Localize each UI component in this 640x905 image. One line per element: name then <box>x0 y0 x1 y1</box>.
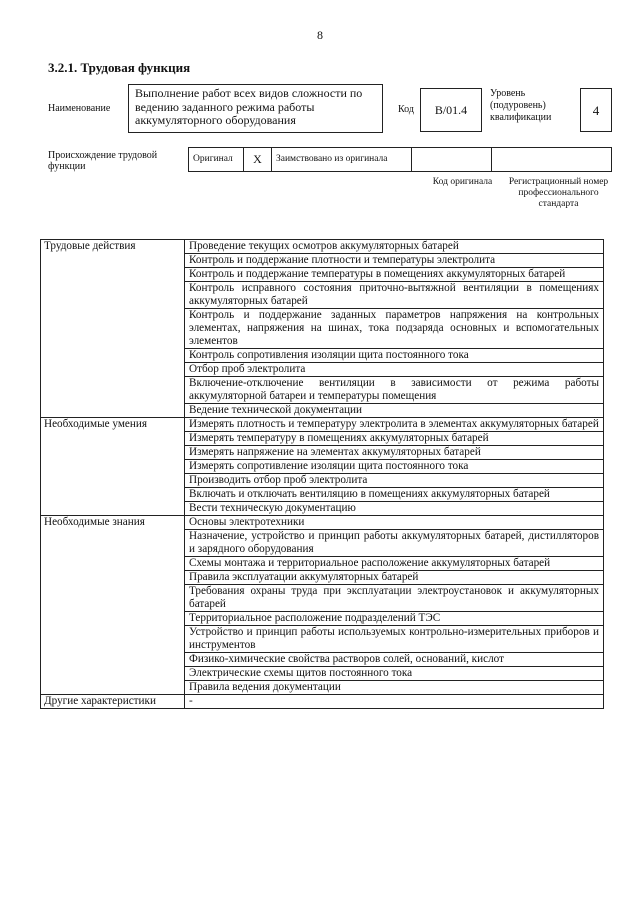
item-cell: Ведение технической документации <box>185 404 604 418</box>
level-label: Уровень (подуровень) квалификации <box>490 88 552 123</box>
level-value-box: 4 <box>580 88 612 132</box>
item-cell: Контроль и поддержание плотности и температуры электролита <box>185 254 604 268</box>
item-cell: Вести техническую документацию <box>185 502 604 516</box>
reg-number-label: Регистрационный номер профессионального стандарта <box>508 177 609 209</box>
category-cell: Другие характеристики <box>41 695 185 709</box>
code-original-cell <box>412 148 492 171</box>
page-number: 8 <box>317 28 323 42</box>
item-cell: Физико-химические свойства растворов солей, оснований, кислот <box>185 653 604 667</box>
item-cell: Правила ведения документации <box>185 681 604 695</box>
item-cell: - <box>185 695 604 709</box>
code-original-label: Код оригинала <box>432 177 493 187</box>
item-cell: Измерять температуру в помещениях аккумуляторных батарей <box>185 432 604 446</box>
item-cell: Электрические схемы щитов постоянного тока <box>185 667 604 681</box>
name-label: Наименование <box>48 103 111 114</box>
item-cell: Схемы монтажа и территориальное расположение аккумуляторных батарей <box>185 557 604 571</box>
item-cell: Отбор проб электролита <box>185 363 604 377</box>
item-cell: Основы электротехники <box>185 516 604 530</box>
origin-row <box>188 147 612 172</box>
code-value-box: B/01.4 <box>420 88 482 132</box>
item-cell: Устройство и принцип работы используемых контрольно-измерительных приборов и инструментов <box>185 626 604 653</box>
reg-number-cell <box>492 148 611 171</box>
category-cell: Трудовые действия <box>41 240 185 418</box>
item-cell: Измерять напряжение на элементах аккумуляторных батарей <box>185 446 604 460</box>
item-cell: Территориальное расположение подразделений ТЭС <box>185 612 604 626</box>
item-cell: Контроль и поддержание температуры в помещениях аккумуляторных батарей <box>185 268 604 282</box>
original-label: Оригинал <box>189 148 244 171</box>
item-cell: Правила эксплуатации аккумуляторных батарей <box>185 571 604 585</box>
table-row <box>41 516 604 530</box>
category-cell: Необходимые умения <box>41 418 185 516</box>
item-cell: Контроль сопротивления изоляции щита постоянного тока <box>185 349 604 363</box>
item-cell: Контроль исправного состояния приточно-вытяжной вентиляции в помещениях аккумуляторных батарей <box>185 282 604 309</box>
item-cell: Требования охраны труда при эксплуатации электроустановок и аккумуляторных батарей <box>185 585 604 612</box>
category-cell: Необходимые знания <box>41 516 185 695</box>
table-row <box>41 695 604 709</box>
function-table <box>40 239 604 709</box>
origin-label: Происхождение трудовой функции <box>48 150 158 172</box>
function-name-box: Выполнение работ всех видов сложности по ведению заданного режима работы аккумуляторного оборудования <box>128 84 383 133</box>
item-cell: Проведение текущих осмотров аккумуляторных батарей <box>185 240 604 254</box>
borrowed-label: Заимствовано из оригинала <box>272 148 412 171</box>
item-cell: Измерять сопротивление изоляции щита постоянного тока <box>185 460 604 474</box>
item-cell: Включать и отключать вентиляцию в помещениях аккумуляторных батарей <box>185 488 604 502</box>
original-mark: X <box>244 148 272 171</box>
table-row <box>41 418 604 432</box>
section-title: 3.2.1. Трудовая функция <box>48 60 191 75</box>
item-cell: Включение-отключение вентиляции в зависимости от режима работы аккумуляторной батареи и температуры помещения <box>185 377 604 404</box>
item-cell: Измерять плотность и температуру электролита в элементах аккумуляторных батарей <box>185 418 604 432</box>
item-cell: Производить отбор проб электролита <box>185 474 604 488</box>
item-cell: Назначение, устройство и принцип работы аккумуляторных батарей, дистилляторов и зарядного оборудования <box>185 530 604 557</box>
code-label: Код <box>398 104 414 115</box>
table-row <box>41 240 604 254</box>
item-cell: Контроль и поддержание заданных параметров напряжения на контрольных элементах, напряжения на шинах, тока подзаряда основных и вспомогательных элементов <box>185 309 604 349</box>
